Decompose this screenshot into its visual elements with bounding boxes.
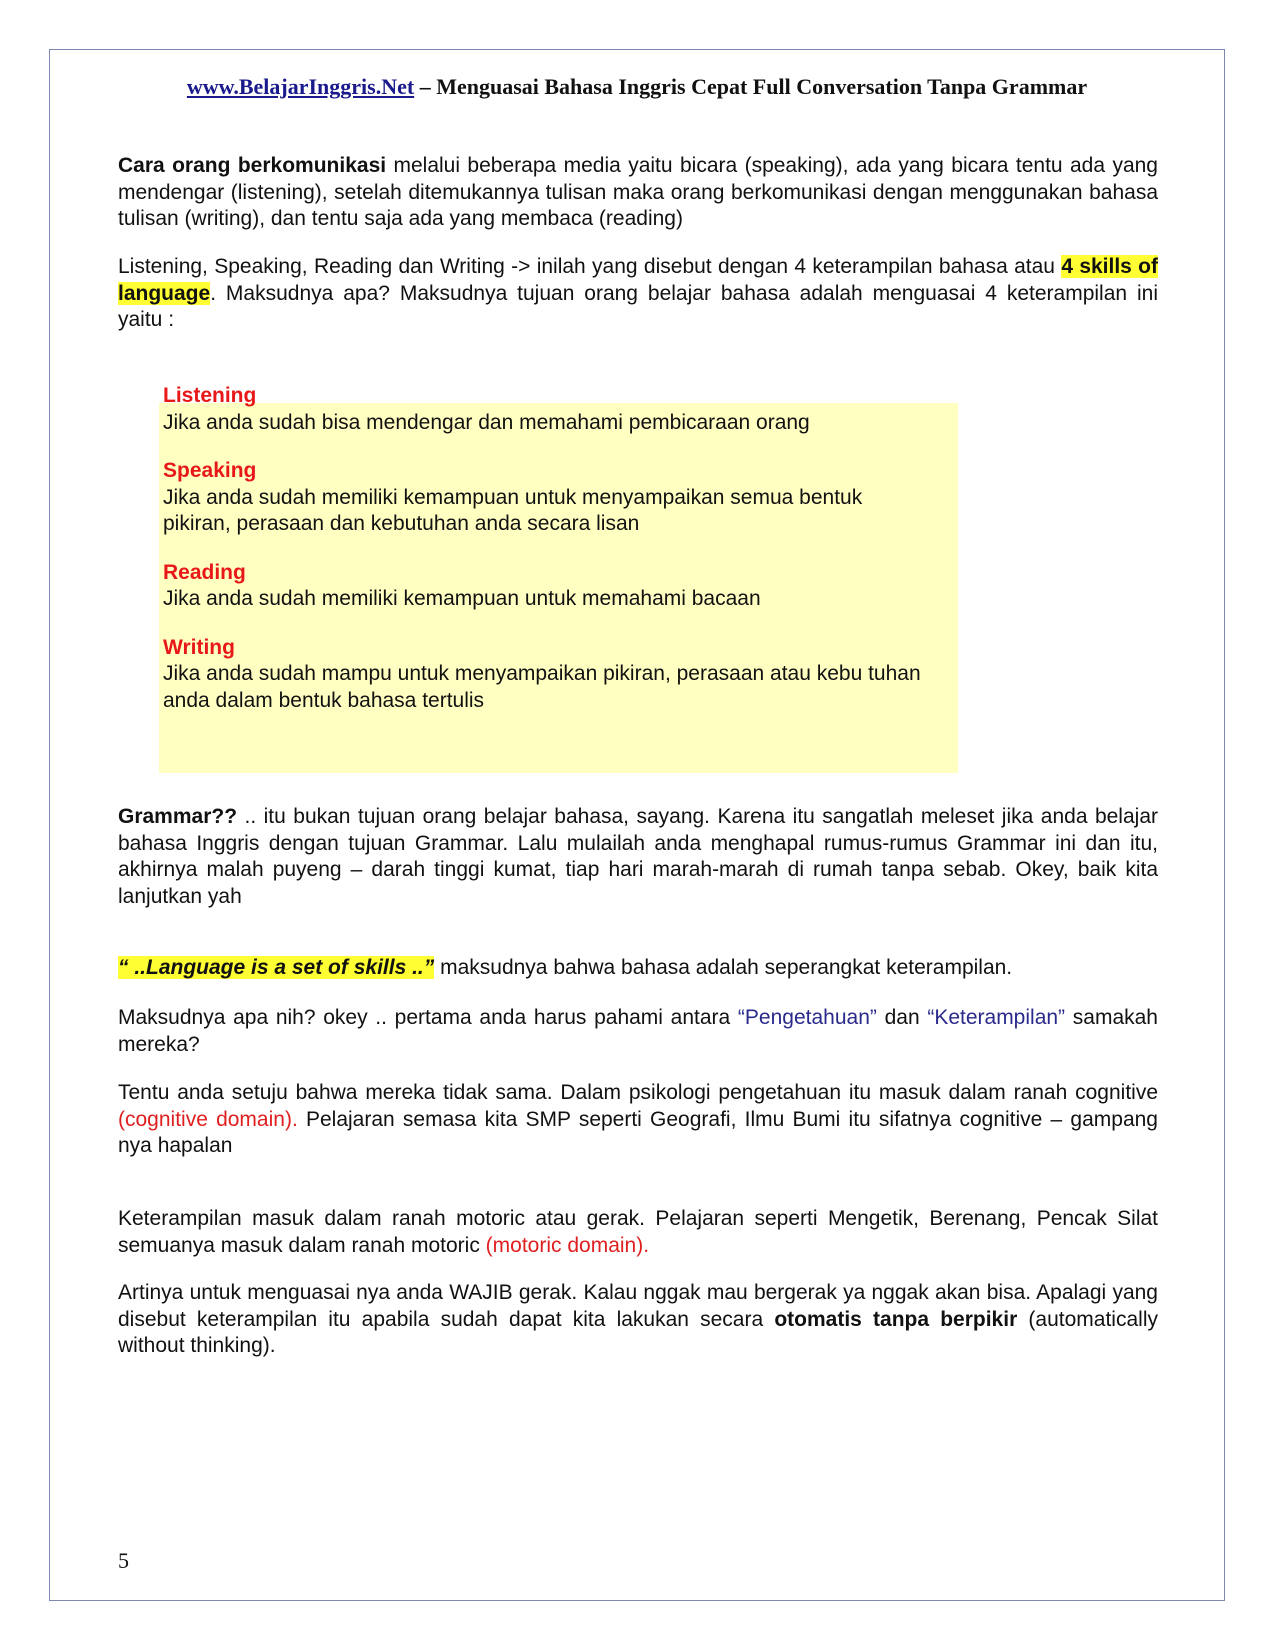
paragraph-text: . Maksudnya apa? Maksudnya tujuan orang belajar bahasa adalah menguasai 4 keterampilan ini yaitu : [118,281,1158,331]
paragraph-text: Listening, Speaking, Reading dan Writing -> inilah yang disebut dengan 4 keterampilan bahasa atau [118,255,1062,278]
page-header [49,74,1225,100]
paragraph-text: dan [876,1006,928,1029]
paragraph-text: samakah mereka? [118,1006,1158,1056]
paragraph-grammar [118,804,1158,910]
paragraph-communication [118,153,1158,233]
term-pengetahuan: “Pengetahuan” [737,1006,877,1029]
skill-writing [163,635,954,715]
cognitive-domain-text: (cognitive domain). [118,1107,298,1131]
skill-listening [163,383,954,436]
skill-title: Speaking [163,459,257,482]
skill-description: Jika anda sudah memiliki kemampuan untuk menyampaikan semua bentuk pikiran, perasaan dan kebutuhan anda secara lisan [163,485,863,535]
skill-speaking [163,458,954,538]
skill-description: Jika anda sudah mampu untuk menyampaikan pikiran, perasaan atau kebu tuhan anda dalam bentuk bahasa tertulis [163,662,921,712]
site-link[interactable]: www.BelajarInggris.Net [186,74,415,99]
paragraph-text: Pelajaran semasa kita SMP seperti Geografi, Ilmu Bumi itu sifatnya cognitive – gampang nya hapalan [118,1107,1158,1157]
paragraph-four-skills [118,254,1158,334]
paragraph-text: melalui beberapa media yaitu bicara (speaking), ada yang bicara tentu ada yang mendengar (listening), setelah ditemukannya tulisan maka orang berkomunikasi dengan menggunakan bahasa tulisan (writing), dan tentu saja ada yang membaca (reading) [118,154,1158,230]
paragraph-text: .. itu bukan tujuan orang belajar bahasa, sayang. Karena itu sangatlah meleset jika anda belajar bahasa Inggris dengan tujuan Grammar. Lalu mulailah anda menghapal rumus-rumus Grammar ini dan itu, akhirnya malah puyeng – darah tinggi kumat, tiap hari marah-marah di rumah tanpa sebab. Okey, baik kita lanjutkan yah [118,805,1158,908]
skill-reading [163,560,954,613]
paragraph-cognitive [118,1080,1158,1160]
skill-title: Reading [163,560,246,584]
term-keterampilan: “Keterampilan” [927,1006,1066,1029]
paragraph-text: Keterampilan masuk dalam ranah motoric atau gerak. Pelajaran seperti Mengetik, Berenang, Pencak Silat semuanya masuk dalam ranah motoric [118,1207,1158,1257]
paragraph-text: maksudnya bahwa bahasa adalah seperangkat keterampilan. [434,956,1013,979]
highlight-quote: “ ..Language is a set of skills ..” [118,956,435,979]
paragraph-text: Maksudnya apa nih? okey .. pertama anda harus pahami antara [118,1006,738,1029]
skill-description: Jika anda sudah bisa mendengar dan memahami pembicaraan orang [163,410,810,434]
paragraph-text: (automatically without thinking). [118,1307,1158,1357]
skills-box [159,384,958,773]
skill-title: Listening [163,384,257,407]
paragraph-motoric [118,1206,1158,1259]
bold-phrase: otomatis tanpa berpikir [774,1307,1018,1331]
page-number: 5 [118,1548,129,1573]
header-title: – Menguasai Bahasa Inggris Cepat Full Conversation Tanpa Grammar [414,74,1088,99]
skill-title: Writing [163,635,235,659]
highlight-four-skills: 4 skills of language [118,255,1158,305]
bold-phrase: Grammar?? [118,805,238,828]
paragraph-text: Tentu anda setuju bahwa mereka tidak sama. Dalam psikologi pengetahuan itu masuk dalam ranah cognitive [118,1081,1158,1104]
paragraph-text: Artinya untuk menguasai nya anda WAJIB gerak. Kalau nggak mau bergerak ya nggak akan bisa. Apalagi yang disebut keterampilan itu apabila sudah dapat kita lakukan secara [118,1281,1158,1331]
paragraph-automatic [118,1280,1158,1360]
paragraph-knowledge-skill [118,1005,1158,1058]
motoric-domain-text: (motoric domain). [485,1233,650,1257]
paragraph-language-quote [118,955,1158,982]
skill-description: Jika anda sudah memiliki kemampuan untuk memahami bacaan [163,587,761,610]
bold-phrase: Cara orang berkomunikasi [118,154,387,177]
